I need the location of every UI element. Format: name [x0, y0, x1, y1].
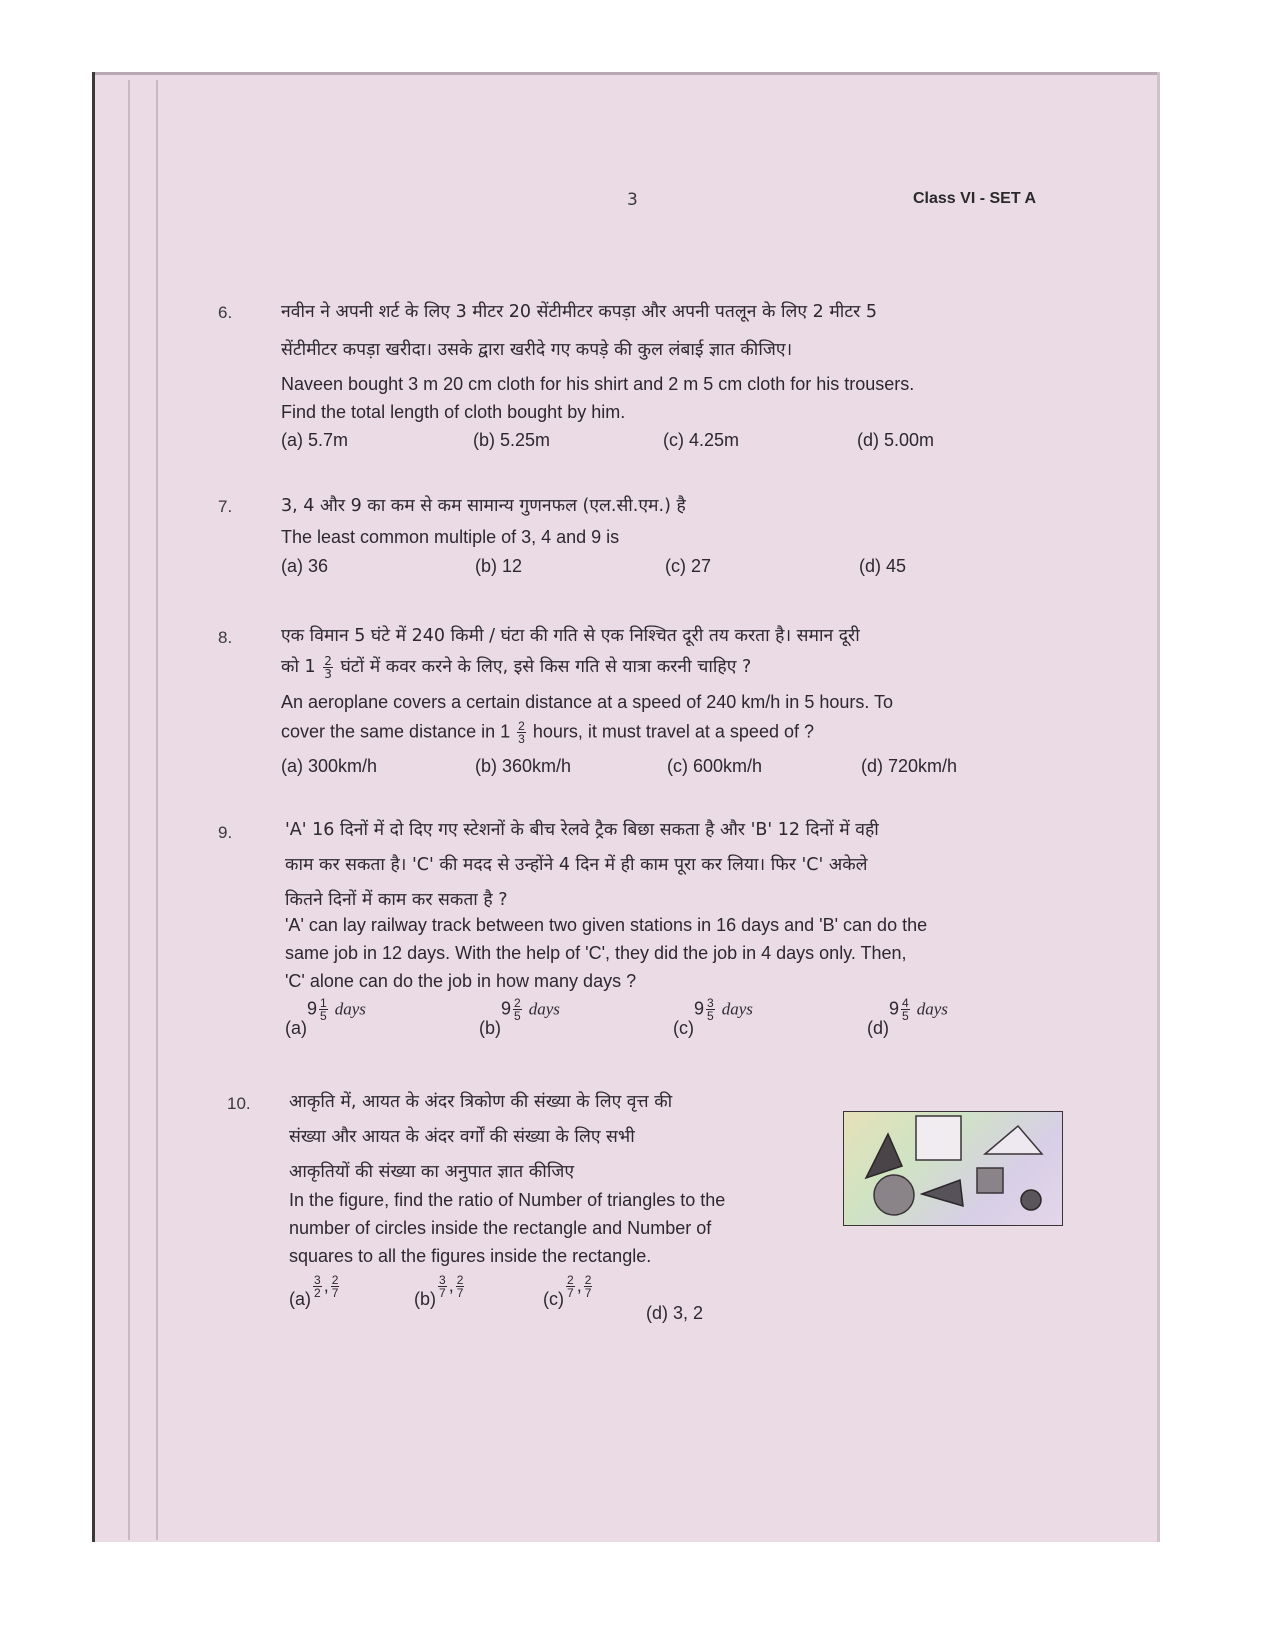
mixed-whole: 9 [694, 998, 705, 1019]
option-c: (c) $\frac{2}{7}$ , $\frac{2}{7}$ [543, 1273, 592, 1310]
unit-days: days [721, 999, 753, 1019]
option-b [479, 996, 560, 1039]
fraction-denominator: 7 [439, 1286, 446, 1300]
sheet-top-edge [92, 72, 1160, 75]
fraction [706, 997, 715, 1022]
fraction-denominator: 5 [514, 1009, 521, 1023]
fraction [313, 1274, 322, 1299]
sheet-left-edge [92, 72, 95, 1542]
sheet-right-edge [1157, 72, 1160, 1542]
option-d: (d) 45 [859, 556, 907, 576]
fraction [584, 1274, 593, 1299]
hindi-text-prefix: को 1 [281, 657, 316, 677]
fraction-numerator: 2 [331, 1273, 339, 1287]
option-c [673, 996, 753, 1039]
question-number: 8. [218, 628, 233, 647]
fraction-numerator: 2 [324, 653, 332, 668]
option-label: (c) [543, 1289, 564, 1310]
fraction-numerator: 4 [902, 996, 909, 1010]
question-english-line: Naveen bought 3 m 20 cm cloth for his shirt and 2 m 5 cm cloth for his trousers. [281, 374, 915, 394]
option-label: (d) [867, 1018, 889, 1039]
option-d: (d) 3, 2 [646, 1303, 704, 1323]
hindi-text-suffix: घंटों में कवर करने के लिए, इसे किस गति से यात्रा करनी चाहिए ? [340, 657, 752, 677]
option-a: (a) $\frac{3}{2}$ , $\frac{2}{7}$ [289, 1273, 339, 1310]
option-label: (b) [479, 1018, 501, 1039]
question-hindi-line: एक विमान 5 घंटे में 240 किमी / घंटा की गति से एक निश्चित दूरी तय करता है। समान दूरी [281, 626, 860, 646]
fraction-denominator: 3 [518, 732, 525, 746]
paper-sheet [92, 72, 1160, 1542]
question-english-line: squares to all the figures inside the rectangle. [289, 1246, 652, 1266]
question-number: 7. [218, 497, 233, 516]
fraction-numerator: 2 [584, 1273, 592, 1287]
option-b: (b) $\frac{3}{7}$ , $\frac{2}{7}$ [414, 1273, 464, 1310]
question-hindi-line: काम कर सकता है। 'C' की मदद से उन्होंने 4 दिन में ही काम पूरा कर लिया। फिर 'C' अकेले [285, 855, 868, 875]
fraction [319, 997, 328, 1022]
fraction-numerator: 2 [567, 1273, 574, 1287]
question-hindi-line [281, 654, 751, 680]
square-shape [916, 1116, 961, 1160]
option-d [867, 996, 948, 1039]
fraction-denominator: 2 [314, 1286, 321, 1300]
option-c: (c) 4.25m [663, 430, 740, 450]
question-english-line: 'A' can lay railway track between two given stations in 16 days and 'B' can do the [285, 915, 928, 935]
question-hindi-line: आकृतियों की संख्या का अनुपात ज्ञात कीजिए [289, 1162, 575, 1182]
triangle-shape [866, 1134, 902, 1178]
unit-days: days [528, 999, 560, 1019]
fraction-denominator: 5 [902, 1009, 909, 1023]
option-label: (a) [285, 1018, 307, 1039]
fraction-denominator: 3 [324, 666, 332, 681]
question-hindi-line: संख्या और आयत के अंदर वर्गों की संख्या के लिए सभी [289, 1127, 635, 1147]
set-label: Class VI - SET A [913, 190, 1036, 207]
fraction-numerator: 1 [320, 996, 327, 1010]
page-number: 3 [627, 190, 638, 210]
question-english-line: The least common multiple of 3, 4 and 9 is [281, 527, 620, 547]
mixed-whole: 9 [307, 998, 318, 1019]
square-shape [977, 1168, 1003, 1193]
option-a [285, 996, 366, 1039]
fraction-numerator: 3 [439, 1273, 446, 1287]
question-hindi-line: सेंटीमीटर कपड़ा खरीदा। उसके द्वारा खरीदे गए कपड़े की कुल लंबाई ज्ञात कीजिए। [281, 340, 793, 360]
question-number: 10. [227, 1094, 251, 1113]
fraction-numerator: 3 [707, 996, 714, 1010]
option-d: (d) 5.00m [857, 430, 935, 450]
question-hindi-line: 'A' 16 दिनों में दो दिए गए स्टेशनों के बीच रेलवे ट्रैक बिछा सकता है और 'B' 12 दिनों में वही [285, 820, 879, 840]
english-text-prefix: cover the same distance in 1 [281, 721, 511, 742]
fraction-denominator: 7 [331, 1286, 339, 1300]
option-c: (c) 27 [665, 556, 712, 576]
option-b: (b) 12 [475, 556, 523, 576]
english-text-suffix: hours, it must travel at a speed of ? [532, 721, 814, 742]
mixed-whole: 9 [501, 998, 512, 1019]
question-hindi-line: आकृति में, आयत के अंदर त्रिकोण की संख्या के लिए वृत्त की [289, 1092, 673, 1112]
option-b: (b) 5.25m [473, 430, 551, 450]
fraction [331, 1274, 340, 1299]
question-number: 6. [218, 303, 233, 322]
fraction-denominator: 5 [707, 1009, 714, 1023]
unit-days: days [334, 999, 366, 1019]
option-a: (a) 36 [281, 556, 329, 576]
fraction-denominator: 7 [456, 1286, 464, 1300]
question-english-line: Find the total length of cloth bought by him. [281, 402, 626, 422]
binding-fold-line [156, 80, 158, 1540]
question-hindi-line: कितने दिनों में काम कर सकता है ? [285, 890, 508, 910]
fraction [901, 997, 910, 1022]
option-label: (c) [673, 1018, 694, 1039]
question-english-line: An aeroplane covers a certain distance at a speed of 240 km/h in 5 hours. To [281, 692, 894, 712]
question-english-line: In the figure, find the ratio of Number of triangles to the [289, 1190, 726, 1210]
fraction [513, 997, 522, 1022]
option-label: (b) [414, 1289, 436, 1310]
triangle-shape [922, 1180, 963, 1206]
fraction-denominator: 7 [567, 1286, 574, 1300]
fraction-numerator: 2 [456, 1273, 464, 1287]
option-b: (b) 360km/h [475, 756, 572, 776]
binding-fold-line [128, 80, 130, 1540]
option-a: (a) 300km/h [281, 756, 378, 776]
fraction-two-thirds [517, 720, 526, 745]
fraction-denominator: 7 [584, 1286, 592, 1300]
unit-days: days [916, 999, 948, 1019]
circle-shape [1021, 1190, 1041, 1210]
option-d: (d) 720km/h [861, 756, 958, 776]
fraction-numerator: 2 [514, 996, 521, 1010]
shapes-figure-svg [844, 1112, 1062, 1225]
shapes-figure [843, 1111, 1063, 1226]
option-c: (c) 600km/h [667, 756, 763, 776]
question-english-line: same job in 12 days. With the help of 'C', they did the job in 4 days only. Then, [285, 943, 907, 963]
question-english-line: 'C' alone can do the job in how many days ? [285, 971, 637, 991]
fraction [438, 1274, 447, 1299]
fraction-numerator: 2 [518, 719, 525, 733]
mixed-whole: 9 [889, 998, 900, 1019]
fraction-numerator: 3 [314, 1273, 321, 1287]
fraction-two-thirds [323, 655, 333, 680]
question-english-line: number of circles inside the rectangle and Number of [289, 1218, 712, 1238]
triangle-shape [985, 1126, 1042, 1154]
question-hindi-line: 3, 4 और 9 का कम से कम सामान्य गुणनफल (एल.सी.एम.) है [281, 496, 686, 516]
fraction-denominator: 5 [320, 1009, 327, 1023]
option-a: (a) 5.7m [281, 430, 349, 450]
option-label: (a) [289, 1289, 311, 1310]
fraction [456, 1274, 465, 1299]
question-hindi-line: नवीन ने अपनी शर्ट के लिए 3 मीटर 20 सेंटीमीटर कपड़ा और अपनी पतलून के लिए 2 मीटर 5 [281, 302, 877, 322]
circle-shape [874, 1175, 914, 1215]
question-english-line [281, 720, 814, 745]
fraction [566, 1274, 575, 1299]
question-number: 9. [218, 823, 233, 842]
